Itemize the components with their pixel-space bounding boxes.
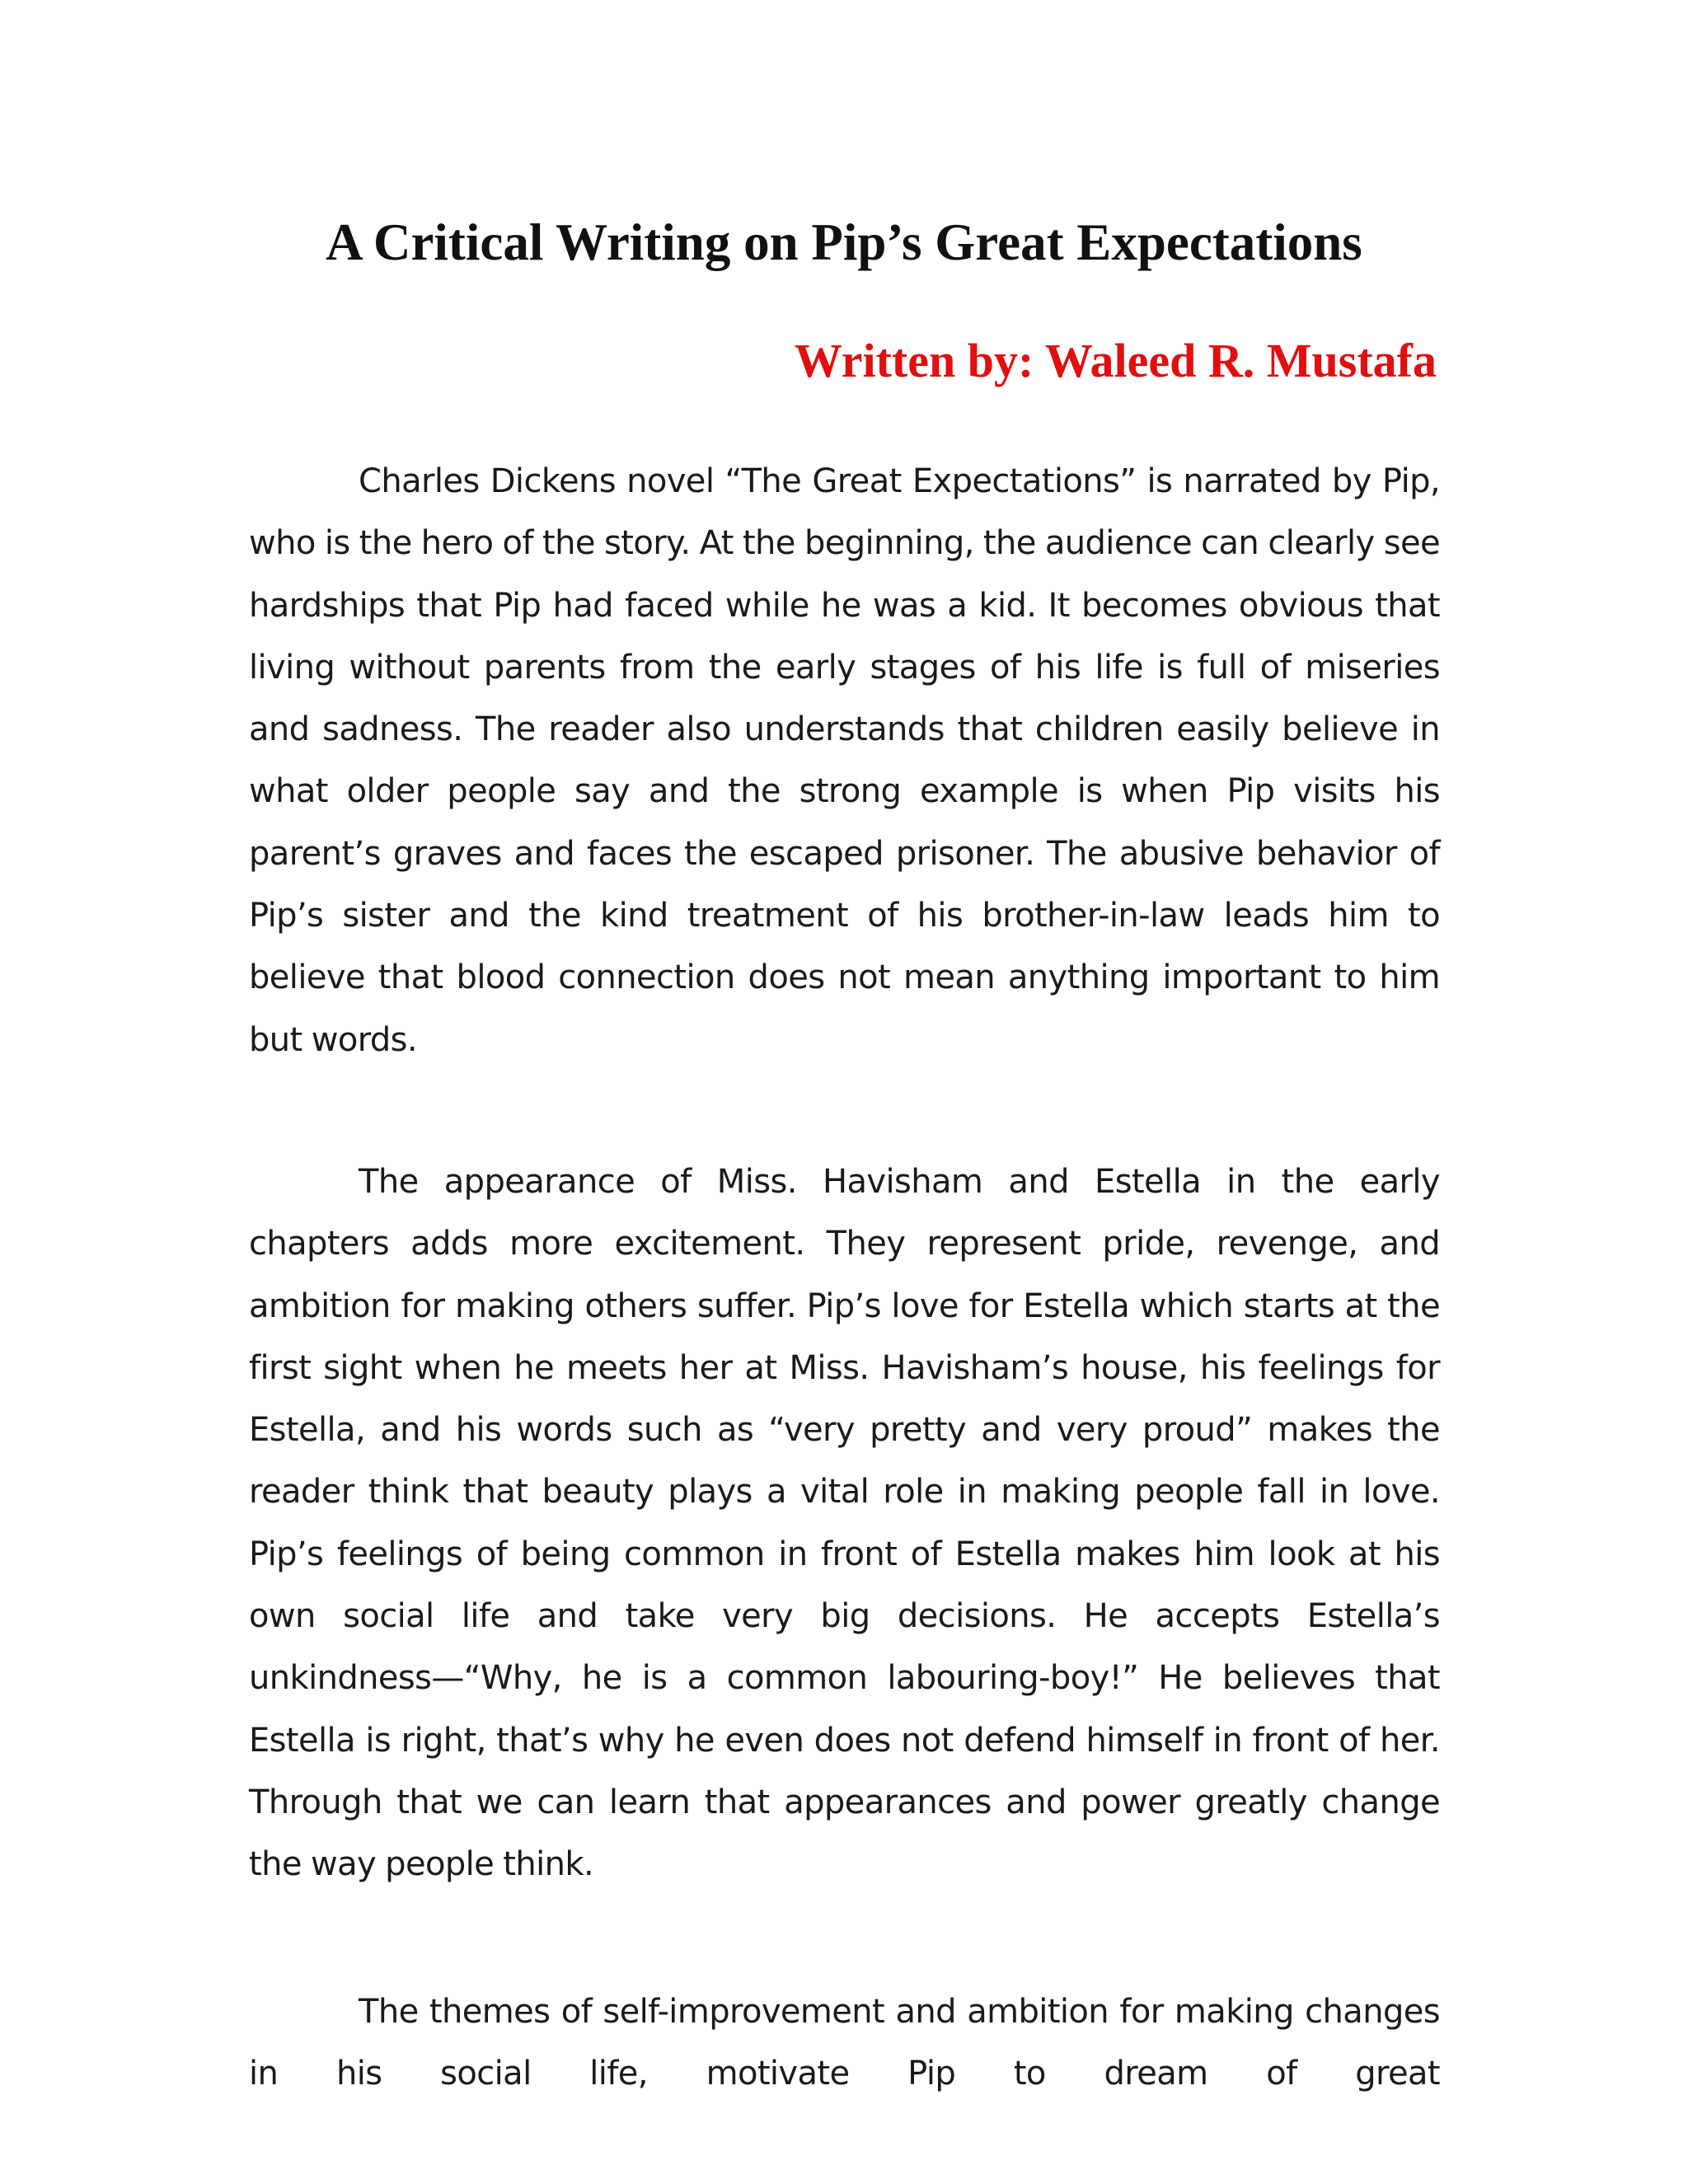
paragraph-3: The themes of self-improvement and ambition for making changes in his social life, motivate Pip to dream of great bbox=[249, 1993, 1440, 2093]
author-byline: Written by: Waleed R. Mustafa bbox=[794, 334, 1437, 387]
document-body bbox=[249, 0, 1440, 2184]
paragraph-2: The appearance of Miss. Havisham and Estella in the early chapters adds more excitement. They represent pride, revenge, and ambition for making others suffer. Pip’s love for Estella which starts at the first sight when he meets her at Miss. Havisham’s house, his feelings for Estella, and his words such as “very pretty and very proud” makes the reader think that beauty plays a vital role in making people fall in love. Pip’s feelings of being common in front of Estella makes him look at his own social life and take very big decisions. He accepts Estella’s unkindness—“Why, he is a common labouring-boy!” He believes that Estella is right, that’s why he even does not defend himself in front of her. Through that we can learn that appearances and power greatly change the way people think. bbox=[249, 1163, 1440, 1884]
paragraph-1: Charles Dickens novel “The Great Expectations” is narrated by Pip, who is the hero of the story. At the beginning, the audience can clearly see hardships that Pip had faced while he was a kid. It becomes obvious that living without parents from the early stages of his life is full of miseries and sadness. The reader also understands that children easily believe in what older people say and the strong example is when Pip visits his parent’s graves and faces the escaped prisoner. The abusive behavior of Pip’s sister and the kind treatment of his brother-in-law leads him to believe that blood connection does not mean anything important to him but words. bbox=[249, 462, 1440, 1059]
document-title: A Critical Writing on Pip’s Great Expectations bbox=[326, 213, 1362, 271]
